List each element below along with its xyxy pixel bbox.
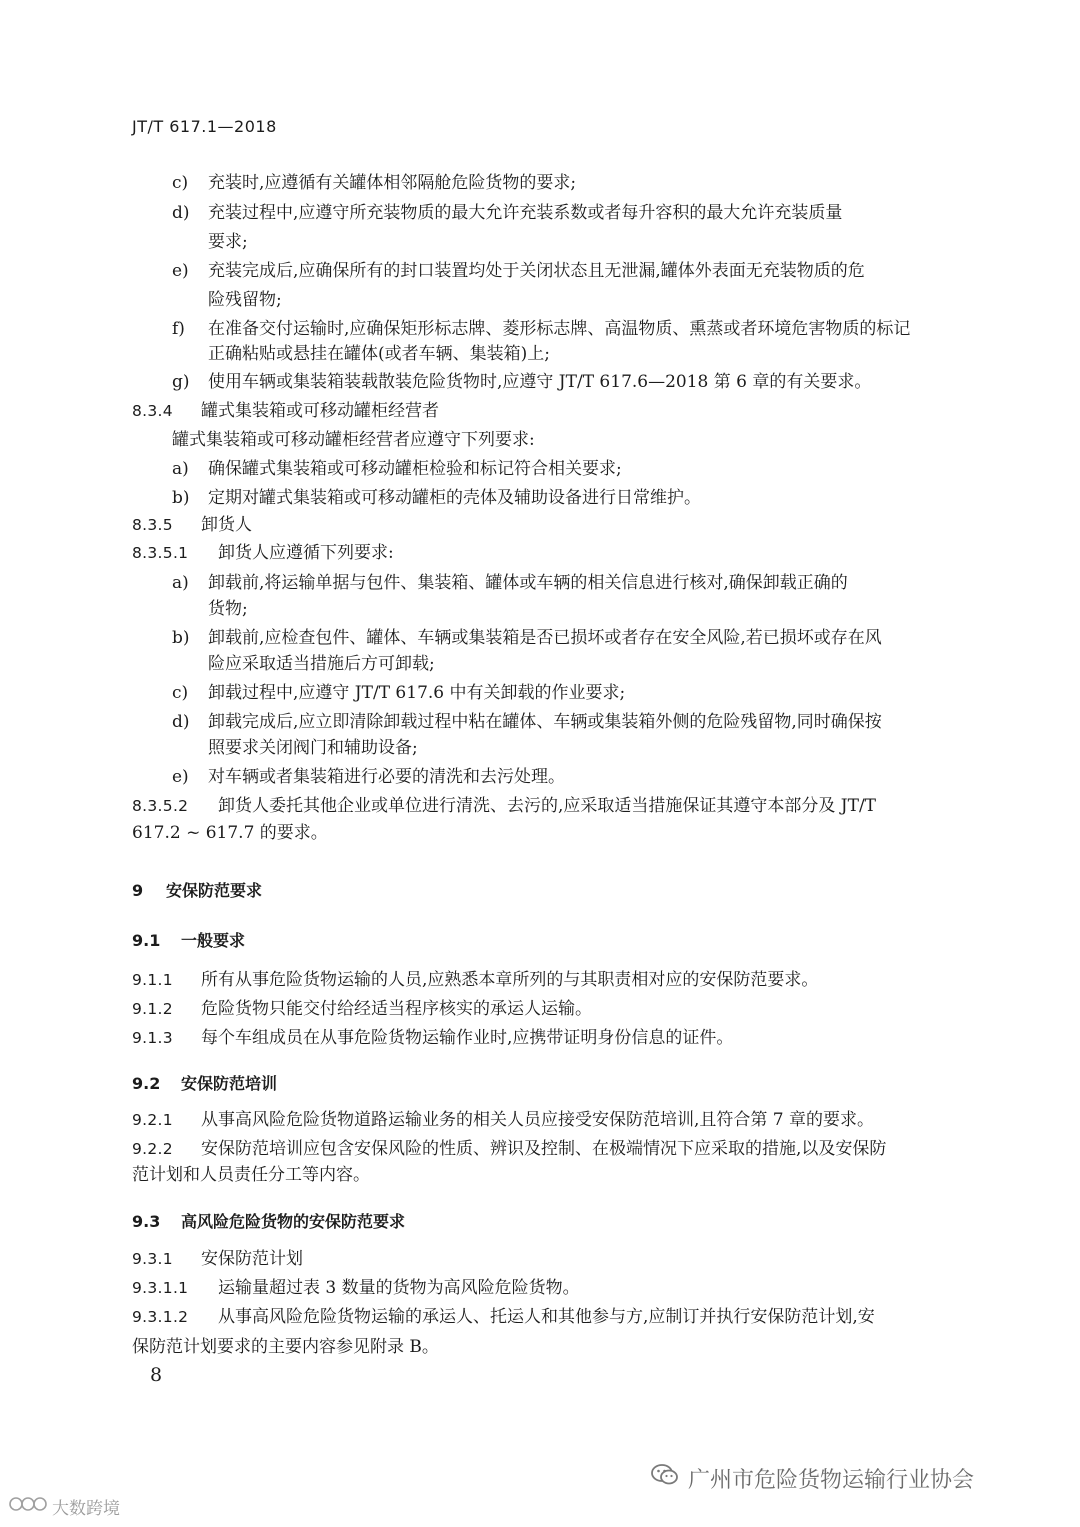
text-line: 卸载完成后,应立即清除卸载过程中粘在罐体、车辆或集装箱外侧的危险残留物,同时确保按 — [208, 712, 882, 732]
clause-number: c) — [172, 173, 189, 193]
text-line: 卸载前,将运输单据与包件、集装箱、罐体或车辆的相关信息进行核对,确保卸载正确的 — [208, 573, 848, 593]
text-line: 安保防范计划 — [201, 1249, 303, 1269]
section-heading: 一般要求 — [181, 931, 246, 950]
text-line: 在准备交付运输时,应确保矩形标志牌、菱形标志牌、高温物质、熏蒸或者环境危害物质的标记 — [208, 319, 911, 339]
section-heading: 安保防范培训 — [181, 1074, 278, 1093]
text-line: 罐式集装箱或可移动罐柜经营者应遵守下列要求: — [172, 430, 535, 450]
clause-number: 8.3.5 — [132, 516, 173, 534]
text-line: 危险货物只能交付给经适当程序核实的承运人运输。 — [201, 999, 592, 1019]
clause-number: f) — [172, 319, 185, 339]
clause-number: 9 — [132, 881, 144, 900]
text-line: 照要求关闭阀门和辅助设备; — [208, 738, 418, 758]
clause-number: e) — [172, 767, 189, 787]
clause-number: d) — [172, 712, 190, 732]
clause-number: 8.3.5.1 — [132, 544, 189, 562]
text-line: 正确粘贴或悬挂在罐体(或者车辆、集装箱)上; — [208, 344, 550, 364]
text-line: 险应采取适当措施后方可卸载; — [208, 654, 435, 674]
section-heading: 高风险危险货物的安保防范要求 — [181, 1212, 406, 1231]
watermark-publisher-text: 广州市危险货物运输行业协会 — [688, 1467, 975, 1493]
clause-number: a) — [172, 573, 189, 593]
clause-number: 9.3 — [132, 1212, 161, 1231]
watermark-source-text: 大数跨境 — [52, 1499, 120, 1519]
text-line: 安保防范培训应包含安保风险的性质、辨识及控制、在极端情况下应采取的措施,以及安保防 — [201, 1139, 887, 1159]
clause-number: 9.3.1.2 — [132, 1308, 189, 1326]
text-line: 险残留物; — [208, 290, 282, 310]
text-line: 充装过程中,应遵守所充装物质的最大允许充装系数或者每升容积的最大允许充装质量 — [208, 203, 843, 223]
clause-number: 9.1.3 — [132, 1029, 173, 1047]
text-line: 对车辆或者集装箱进行必要的清洗和去污处理。 — [208, 767, 565, 787]
text-line: 定期对罐式集装箱或可移动罐柜的壳体及辅助设备进行日常维护。 — [208, 488, 701, 508]
clause-number: 9.2.2 — [132, 1140, 173, 1158]
clause-number: 8.3.5.2 — [132, 797, 189, 815]
text-line: 充装完成后,应确保所有的封口装置均处于关闭状态且无泄漏,罐体外表面无充装物质的危 — [208, 261, 865, 281]
text-line: 每个车组成员在从事危险货物运输作业时,应携带证明身份信息的证件。 — [201, 1028, 734, 1048]
clause-number: b) — [172, 628, 190, 648]
text-line: 充装时,应遵循有关罐体相邻隔舱危险货物的要求; — [208, 173, 577, 193]
clause-number: g) — [172, 372, 190, 392]
clause-number: 9.3.1 — [132, 1250, 173, 1268]
clause-number: d) — [172, 203, 190, 223]
clause-number: c) — [172, 683, 189, 703]
text-line: 卸载过程中,应遵守 JT/T 617.6 中有关卸载的作业要求; — [208, 683, 626, 703]
text-line: 卸货人委托其他企业或单位进行清洗、去污的,应采取适当措施保证其遵守本部分及 JT/T — [218, 796, 877, 816]
clause-number: b) — [172, 488, 190, 508]
text-line: 从事高风险危险货物运输的承运人、托运人和其他参与方,应制订并执行安保防范计划,安 — [218, 1307, 875, 1327]
clause-number: 9.2.1 — [132, 1111, 173, 1129]
text-line: 货物; — [208, 599, 248, 619]
wechat-icon — [650, 1462, 680, 1494]
clause-number: e) — [172, 261, 189, 281]
text-line: 要求; — [208, 232, 248, 252]
source-logo-icon — [8, 1495, 48, 1518]
text-line: 使用车辆或集装箱装载散装危险货物时,应遵守 JT/T 617.6—2018 第 6 章的有关要求。 — [208, 372, 872, 392]
text-line: 罐式集装箱或可移动罐柜经营者 — [201, 401, 439, 421]
text-line: 卸货人 — [201, 515, 252, 535]
clause-number: a) — [172, 459, 189, 479]
section-heading: 安保防范要求 — [166, 881, 263, 900]
text-line: 从事高风险危险货物道路运输业务的相关人员应接受安保防范培训,且符合第 7 章的要求。 — [201, 1110, 875, 1130]
clause-number: 8.3.4 — [132, 402, 173, 420]
clause-number: 9.3.1.1 — [132, 1279, 189, 1297]
text-line: 保防范计划要求的主要内容参见附录 B。 — [132, 1337, 439, 1357]
text-line: 卸货人应遵循下列要求: — [218, 543, 394, 563]
clause-number: 9.2 — [132, 1074, 161, 1093]
clause-number: 9.1.2 — [132, 1000, 173, 1018]
watermark-publisher — [650, 1462, 974, 1494]
text-line: 确保罐式集装箱或可移动罐柜检验和标记符合相关要求; — [208, 459, 622, 479]
text-line: 范计划和人员责任分工等内容。 — [132, 1165, 370, 1185]
document-header: JT/T 617.1—2018 — [132, 117, 277, 136]
text-line: 617.2 ~ 617.7 的要求。 — [132, 823, 328, 843]
text-line: 卸载前,应检查包件、罐体、车辆或集装箱是否已损坏或者存在安全风险,若已损坏或存在风 — [208, 628, 882, 648]
watermark-source — [8, 1494, 120, 1519]
text-line: 所有从事危险货物运输的人员,应熟悉本章所列的与其职责相对应的安保防范要求。 — [201, 970, 819, 990]
text-line: 运输量超过表 3 数量的货物为高风险危险货物。 — [218, 1278, 580, 1298]
clause-number: 9.1 — [132, 931, 161, 950]
page-number: 8 — [150, 1364, 163, 1386]
clause-number: 9.1.1 — [132, 971, 173, 989]
